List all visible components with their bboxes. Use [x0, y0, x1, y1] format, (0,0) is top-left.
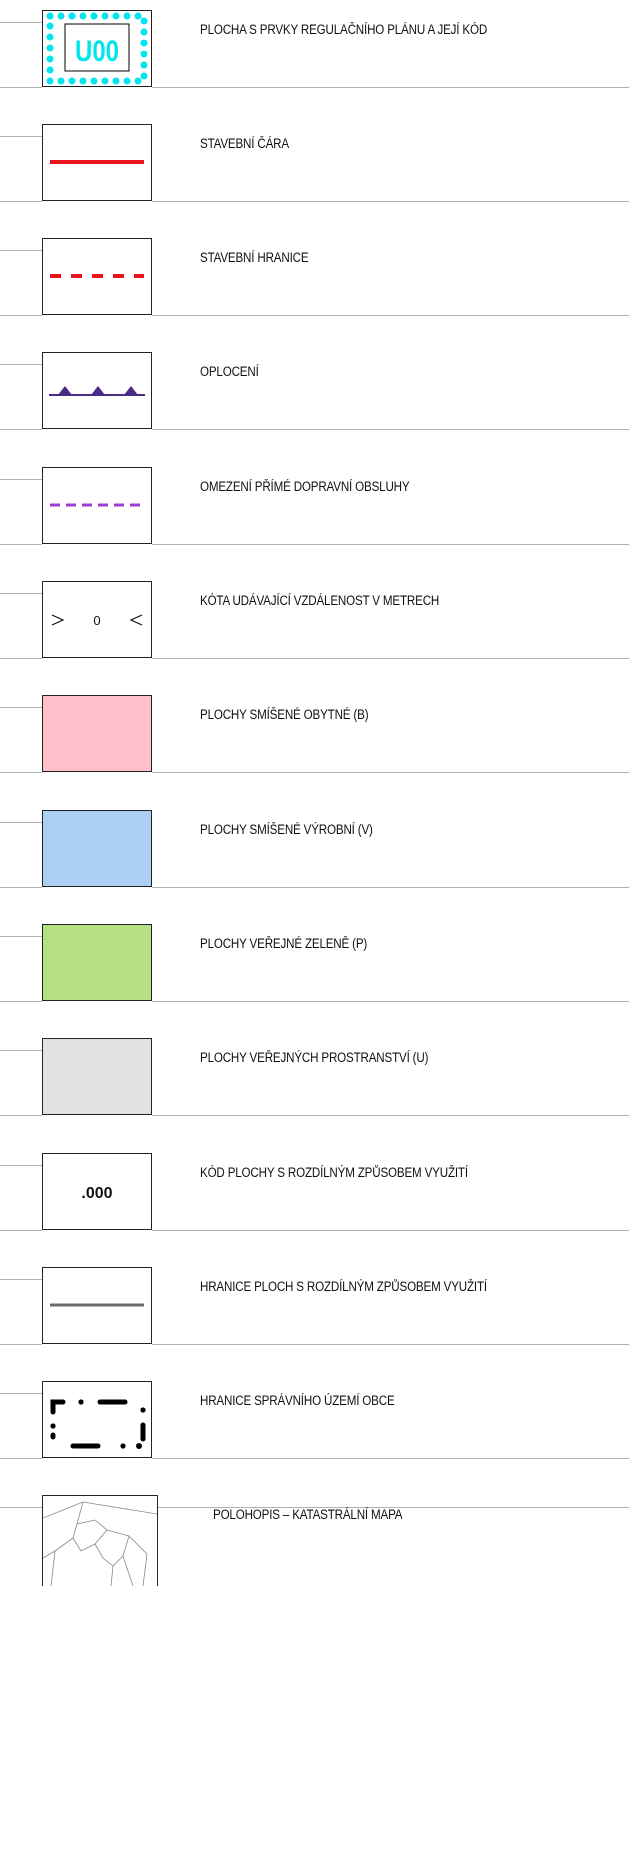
- legend-label: OPLOCENÍ: [200, 364, 259, 379]
- divider: [0, 887, 42, 888]
- divider: [0, 87, 42, 88]
- divider: [152, 1115, 629, 1116]
- area-code-text: U00: [74, 33, 120, 68]
- legend-row-fencing: [0, 352, 629, 452]
- divider: [0, 22, 42, 23]
- divider: [152, 1230, 629, 1231]
- legend-label: PLOCHY VEŘEJNÝCH PROSTRANSTVÍ (U): [200, 1050, 429, 1065]
- legend-row-cadastral-map: [0, 1495, 629, 1595]
- public-green-swatch: [42, 924, 152, 1001]
- divider: [0, 1393, 42, 1394]
- legend-row-building-boundary: [0, 238, 629, 338]
- divider: [152, 1344, 629, 1345]
- divider: [0, 136, 42, 137]
- dimension-symbol: [42, 581, 152, 658]
- access-restriction-symbol: [42, 467, 152, 544]
- fencing-symbol: [42, 352, 152, 429]
- divider: [0, 1230, 42, 1231]
- divider: [152, 658, 629, 659]
- building-boundary-symbol: [42, 238, 152, 315]
- divider: [152, 87, 629, 88]
- legend-label: KÓD PLOCHY S ROZDÍLNÝM ZPŮSOBEM VYUŽITÍ: [200, 1165, 468, 1180]
- divider: [152, 315, 629, 316]
- divider: [0, 1165, 42, 1166]
- legend-row-building-line: [0, 124, 629, 224]
- divider: [152, 772, 629, 773]
- legend-row-regulation-area: [0, 10, 629, 110]
- legend-row-mixed-residential: [0, 695, 629, 795]
- divider: [152, 544, 629, 545]
- legend-row-municipal-boundary: [0, 1381, 629, 1481]
- legend-label: HRANICE PLOCH S ROZDÍLNÝM ZPŮSOBEM VYUŽITÍ: [200, 1279, 487, 1294]
- divider: [0, 658, 42, 659]
- area-code-symbol: [42, 1153, 152, 1230]
- divider: [152, 429, 629, 430]
- legend-row-area-code: [0, 1153, 629, 1253]
- legend-label: POLOHOPIS – KATASTRÁLNÍ MAPA: [213, 1507, 403, 1522]
- municipal-boundary-symbol: [42, 1381, 152, 1458]
- divider: [0, 1050, 42, 1051]
- cadastral-map-symbol: [42, 1495, 158, 1586]
- divider: [0, 315, 42, 316]
- divider: [0, 1115, 42, 1116]
- divider: [0, 1507, 42, 1508]
- divider: [0, 593, 42, 594]
- divider: [0, 936, 42, 937]
- divider: [0, 1279, 42, 1280]
- area-code-value: .000: [81, 1185, 113, 1202]
- divider: [0, 364, 42, 365]
- legend-label: HRANICE SPRÁVNÍHO ÚZEMÍ OBCE: [200, 1393, 395, 1408]
- divider: [152, 201, 629, 202]
- divider: [0, 201, 42, 202]
- divider: [0, 822, 42, 823]
- legend-row-dimension: [0, 581, 629, 681]
- building-line-symbol: [42, 124, 152, 201]
- legend-row-access-restriction: [0, 467, 629, 567]
- public-spaces-swatch: [42, 1038, 152, 1115]
- divider: [0, 544, 42, 545]
- legend-row-mixed-production: [0, 810, 629, 910]
- divider: [0, 479, 42, 480]
- divider: [152, 1001, 629, 1002]
- legend-label: PLOCHY VEŘEJNÉ ZELENĚ (P): [200, 936, 368, 951]
- divider: [0, 707, 42, 708]
- divider: [0, 250, 42, 251]
- legend-row-public-spaces: [0, 1038, 629, 1138]
- divider: [0, 1001, 42, 1002]
- legend-label: OMEZENÍ PŘÍMÉ DOPRAVNÍ OBSLUHY: [200, 479, 410, 494]
- mixed-residential-swatch: [42, 695, 152, 772]
- divider: [152, 1458, 629, 1459]
- divider: [0, 772, 42, 773]
- landuse-boundary-symbol: [42, 1267, 152, 1344]
- legend-label: PLOCHA S PRVKY REGULAČNÍHO PLÁNU A JEJÍ KÓD: [200, 22, 488, 37]
- dimension-value: 0: [93, 613, 101, 628]
- legend-row-public-green: [0, 924, 629, 1024]
- regulation-area-symbol: [42, 10, 152, 87]
- divider: [0, 1458, 42, 1459]
- legend-label: STAVEBNÍ ČÁRA: [200, 136, 289, 151]
- legend-label: PLOCHY SMÍŠENÉ VÝROBNÍ (V): [200, 822, 373, 837]
- divider: [152, 887, 629, 888]
- mixed-production-swatch: [42, 810, 152, 887]
- legend-label: KÓTA UDÁVAJÍCÍ VZDÁLENOST V METRECH: [200, 593, 440, 608]
- legend-row-landuse-boundary: [0, 1267, 629, 1367]
- legend-label: STAVEBNÍ HRANICE: [200, 250, 309, 265]
- divider: [0, 429, 42, 430]
- divider: [0, 1344, 42, 1345]
- legend-label: PLOCHY SMÍŠENÉ OBYTNÉ (B): [200, 707, 369, 722]
